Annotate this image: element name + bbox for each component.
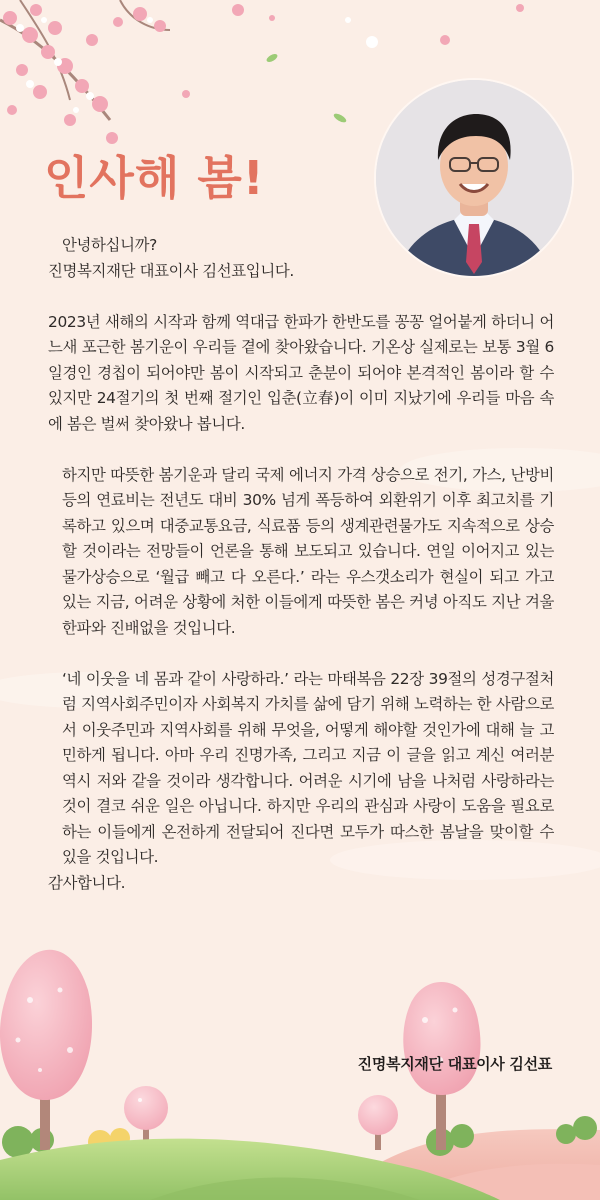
cherry-blossom-branch-icon xyxy=(0,0,170,144)
letter-body xyxy=(48,233,554,896)
closing-text: 감사합니다. xyxy=(48,873,126,892)
paragraph-2: 하지만 따뜻한 봄기운과 달리 국제 에너지 가격 상승으로 전기, 가스, 난방비 등의 연료비는 전년도 대비 30% 넘게 폭등하여 외환위기 이후 최고치를 기록하고 있으며 대중교통요금, 식료품 등의 생계관련물가도 지속적으로 상승할 것이라는 전망들이 언론을 통해 보도되고 있습니다. 연일 이어지고 있는 물가상승으로 ‘월급 빼고 다 오른다.’ 라는 우스갯소리가 현실이 되고 가고 있는 지금, 어려운 상황에 처한 이들에게 따뜻한 봄은 커녕 아직도 지난 겨울 한파와 진배없을 것입니다. xyxy=(62,465,554,637)
intro-text: 진명복지재단 대표이사 김선표입니다. xyxy=(48,261,294,280)
paragraph-3: ‘네 이웃을 네 몸과 같이 사랑하라.’ 라는 마태복음 22장 39절의 성경구절처럼 지역사회주민이자 사회복지 가치를 삶에 담기 위해 노력하는 한 사람으로서 이웃주민과 지역사회를 위해 무엇을, 어떻게 해야할 것인가에 대해 늘 고민하게 됩니다. 아마 우리 진명가족, 그리고 지금 이 글을 읽고 계신 여러분 역시 저와 같을 것이라 생각합니다. 어려운 시기에 남을 나처럼 사랑하라는 것이 결코 쉬운 일은 아닙니다. 하지만 우리의 관심과 사랑이 도움을 필요로 하는 이들에게 온전하게 전달되어 진다면 모두가 따스한 봄날을 맞이할 수 있을 것입니다. xyxy=(62,669,554,866)
paragraph-1: 2023년 새해의 시작과 함께 역대급 한파가 한반도를 꽁꽁 얼어붙게 하더니 어느새 포근한 봄기운이 우리들 곁에 찾아왔습니다. 기온상 실제로는 보통 3월 6일경인 경칩이 되어야만 봄이 시작되고 춘분이 되어야 본격적인 봄이라 할 수 있지만 24절기의 첫 번째 절기인 입춘(立春)이 이미 지났기에 우리들 마음 속에 봄은 벌써 찾아왔나 봅니다. xyxy=(48,312,554,433)
page-title: 인사해 봄! xyxy=(44,151,265,205)
greeting-text: 안녕하십니까? xyxy=(62,236,157,254)
signature: 진명복지재단 대표이사 김선표 xyxy=(357,1055,552,1073)
